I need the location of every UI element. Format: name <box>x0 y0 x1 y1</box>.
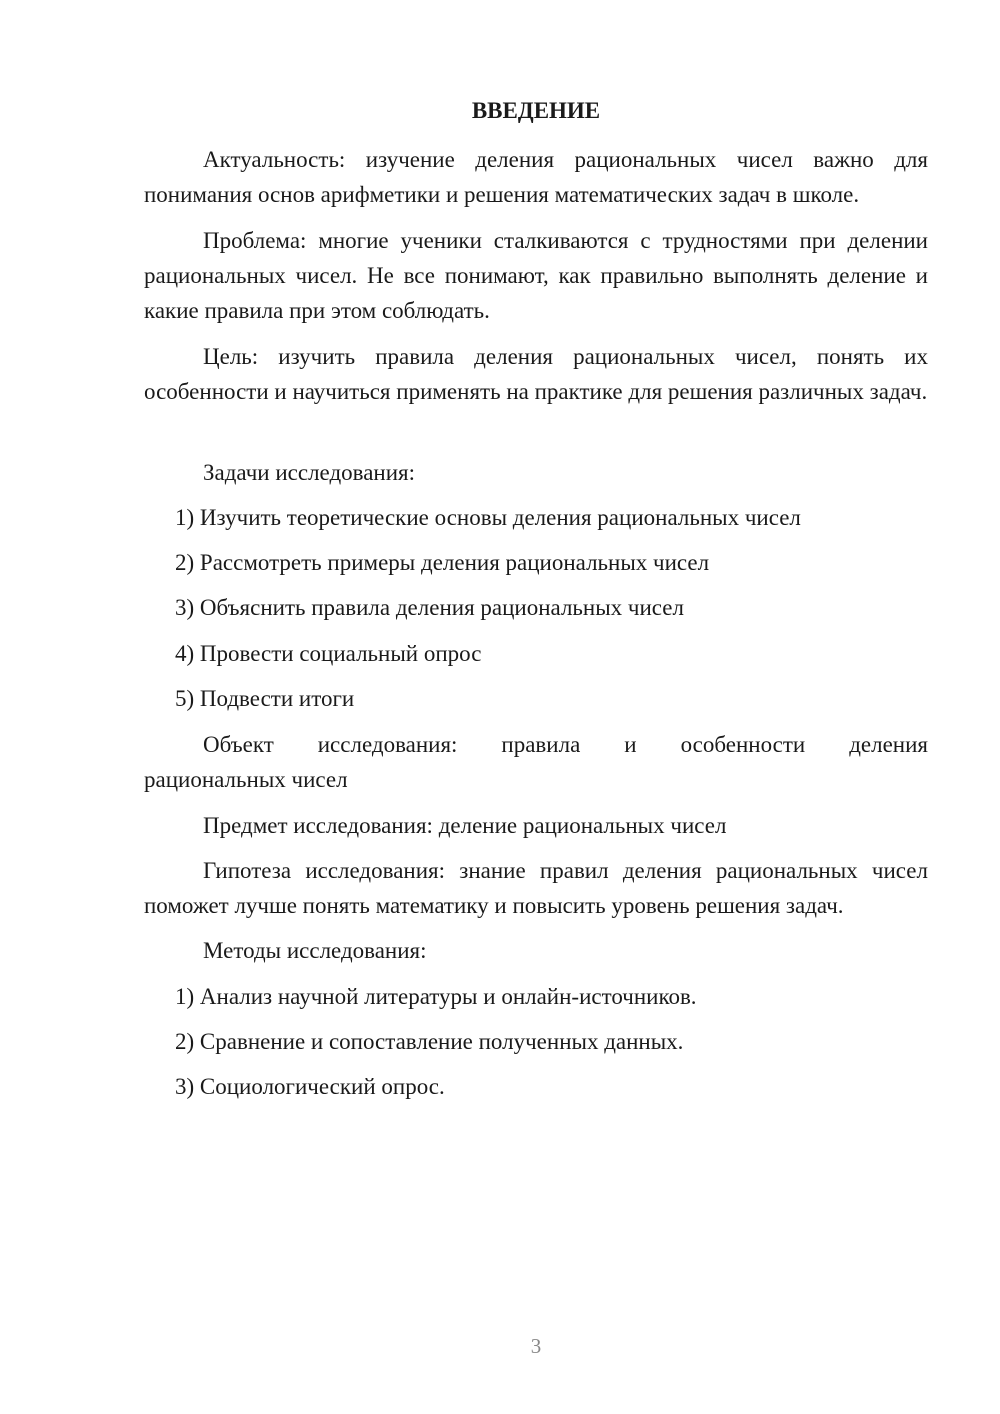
task-item: 1) Изучить теоретические основы деления рациональных чисел <box>175 505 801 530</box>
task-item: 3) Объяснить правила деления рациональных чисел <box>175 595 684 620</box>
method-item: 2) Сравнение и сопоставление полученных данных. <box>175 1029 684 1054</box>
hypothesis-paragraph: Гипотеза исследования: знание правил деления рациональных чисел поможет лучше понять математику и повысить уровень решения задач. <box>144 858 928 918</box>
tasks-heading: Задачи исследования: <box>203 460 416 485</box>
object-paragraph-line2: рациональных чисел <box>144 767 348 792</box>
problem-paragraph: Проблема: многие ученики сталкиваются с трудностями при делении рациональных чисел. Не все понимают, как правильно выполнять деление и какие правила при этом соблюдать. <box>144 228 928 323</box>
object-paragraph-line1: Объект исследования: правила и особенности деления <box>203 732 928 757</box>
task-item: 5) Подвести итоги <box>175 686 355 711</box>
page-title: ВВЕДЕНИЕ <box>471 98 601 123</box>
task-item: 2) Рассмотреть примеры деления рациональных чисел <box>175 550 710 575</box>
method-item: 1) Анализ научной литературы и онлайн-источников. <box>175 984 697 1009</box>
goal-paragraph: Цель: изучить правила деления рациональных чисел, понять их особенности и научиться применять на практике для решения различных задач. <box>144 344 928 404</box>
task-item: 4) Провести социальный опрос <box>175 641 482 666</box>
relevance-paragraph: Актуальность: изучение деления рациональных чисел важно для понимания основ арифметики и решения математических задач в школе. <box>144 147 928 207</box>
page-number: 3 <box>530 1334 542 1358</box>
method-item: 3) Социологический опрос. <box>175 1074 445 1099</box>
subject-paragraph: Предмет исследования: деление рациональных чисел <box>203 813 727 838</box>
methods-heading: Методы исследования: <box>203 938 427 963</box>
